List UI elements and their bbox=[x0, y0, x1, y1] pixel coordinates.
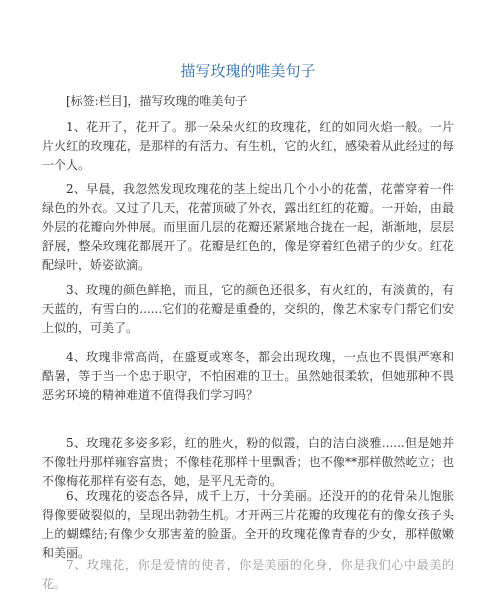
paragraph-4: 4、玫瑰非常高尚，在盛夏或寒冬，都会出现玫瑰，一点也不畏惧严寒和酷暑，等于当一个忠于职守，不怕困难的卫士。虽然她很柔软，但她那种不畏恶劣环境的精神难道不值得我们学习吗？ bbox=[42, 350, 454, 402]
paragraph-1: 1、花开了，花开了。那一朵朵火红的玫瑰花，红的如同火焰一般。一片片火红的玫瑰花，是那样的有活力、有生机，它的火红，感染着从此经过的每一个人。 bbox=[42, 120, 454, 172]
page-title: 描写玫瑰的唯美句子 bbox=[180, 62, 316, 80]
paragraph-5: 5、玫瑰花多姿多彩，红的胜火，粉的似霞，白的洁白淡雅......但是她并不像牡丹那样雍容富贵；不像桂花那样十里飘香；也不像**那样傲然屹立；也不像梅花那样有姿有态，她，是平凡无奇的。 bbox=[42, 436, 454, 488]
paragraph-2: 2、早晨，我忽然发现玫瑰花的茎上绽出几个小小的花蕾，花蕾穿着一件绿色的外衣。又过了几天，花蕾顶破了外衣，露出红红的花瓣。一开始，由最外层的花瓣向外伸展。而里面几层的花瓣还紧紧地合拢在一起，渐渐地，层层舒展，整朵玫瑰花都展开了。花瓣是红色的，像是穿着红色裙子的少女。红花配绿叶，娇姿欲滴。 bbox=[42, 182, 454, 272]
paragraph-3: 3、玫瑰的颜色鲜艳，而且，它的颜色还很多，有火红的，有淡黄的，有天蓝的，有雪白的......它们的花瓣是重叠的，交织的，像艺术家专门帮它们安上似的，可美了。 bbox=[42, 283, 454, 335]
paragraph-7: 7、玫瑰花，你是爱情的使者，你是美丽的化身，你是我们心中最美的花。 bbox=[42, 558, 454, 591]
tag-line: [标签:栏目]，描写玫瑰的唯美句子 bbox=[66, 94, 248, 108]
paragraph-6: 6、玫瑰花的姿态各异，成千上万，十分美丽。还没开的的花骨朵儿饱胀得像要破裂似的，呈现出勃勃生机。才开两三片花瓣的玫瑰花有的像女孩子头上的蝴蝶结;有像少女那害羞的脸蛋。全开的玫瑰花像青春的少女，那样傲嫩和美丽。 bbox=[42, 489, 454, 560]
